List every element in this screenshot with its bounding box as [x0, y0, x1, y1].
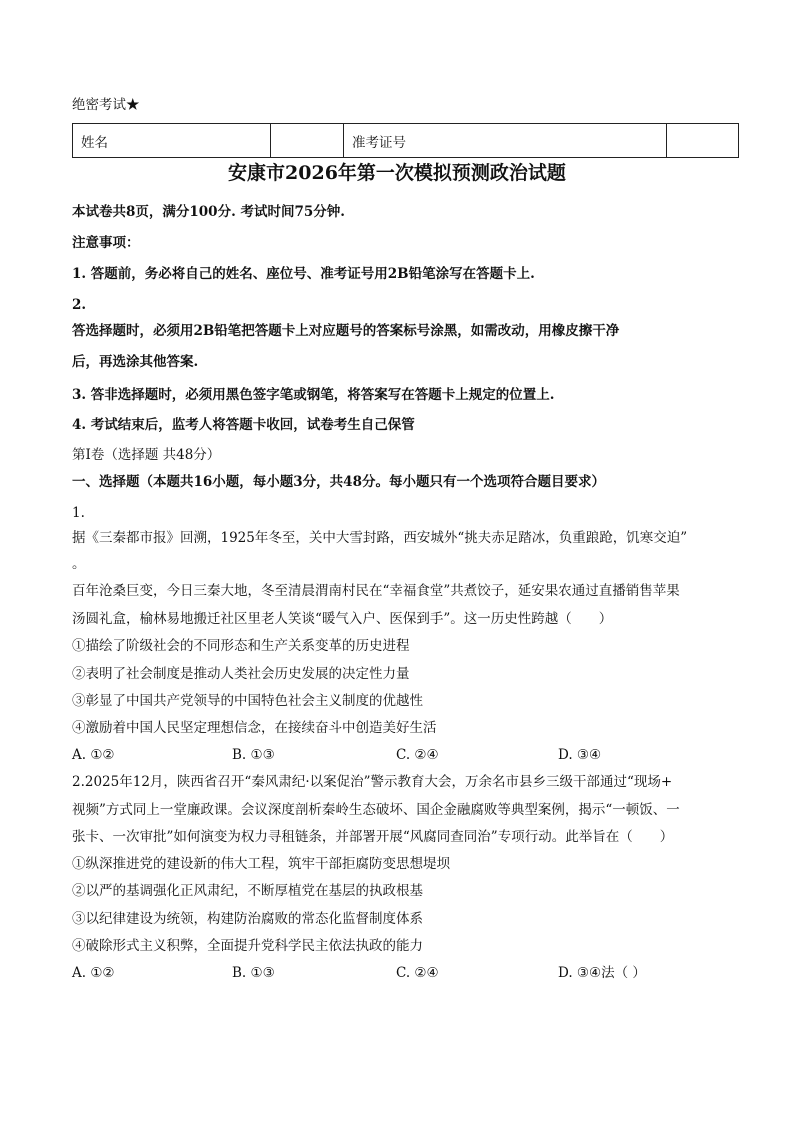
q1-number: 1.	[72, 505, 85, 521]
q2-statement-2: ②以严的基调强化正风肃纪，不断厚植党在基层的执政根基	[72, 883, 423, 899]
q2-option-d[interactable]: D. ③④法（ ）	[558, 965, 646, 981]
note-2-line-1: 答选择题时，必须用2B铅笔把答题卡上对应题号的答案标号涂黑，如需改动，用橡皮擦干净	[72, 323, 620, 339]
q1-statement-2: ②表明了社会制度是推动人类社会历史发展的决定性力量	[72, 666, 410, 682]
candidate-info-table	[72, 123, 739, 158]
confidential-label: 绝密考试★	[72, 97, 140, 113]
q1-statement-3: ③彰显了中国共产党领导的中国特色社会主义制度的优越性	[72, 693, 423, 709]
note-1: 1. 答题前，务必将自己的姓名、座位号、准考证号用2B铅笔涂写在答题卡上.	[72, 266, 535, 282]
q1-stem-line: 据《三秦都市报》回溯，1925年冬至，关中大雪封路，西安城外“挑夫赤足踏冰，负重踉跄，饥寒交迫”	[72, 530, 688, 546]
q1-statement-4: ④激励着中国人民坚定理想信念，在接续奋斗中创造美好生活	[72, 720, 437, 736]
q2-stem-line: 2.2025年12月，陕西省召开“秦风肃纪·以案促治”警示教育大会，万余名市县乡三级干部通过“现场+	[72, 774, 673, 790]
notes-heading: 注意事项：	[72, 235, 140, 251]
exam-title: 安康市2026年第一次模拟预测政治试题	[228, 162, 566, 184]
q1-option-c[interactable]: C. ②④	[396, 747, 439, 763]
q2-stem-line: 张卡、一次审批”如何演变为权力寻租链条，并部署开展“风腐同查同治”专项行动。此举旨在（ ）	[72, 829, 674, 845]
q2-options	[72, 964, 732, 982]
q1-option-b[interactable]: B. ①③	[232, 747, 275, 763]
ticket-number-field[interactable]	[667, 124, 739, 158]
q1-stem-line: 汤圆礼盒，榆林易地搬迁社区里老人笑谈“暖气入户、医保到手”。这一历史性跨越（ ）	[72, 611, 613, 627]
q2-stem-line: 视频”方式同上一堂廉政课。会议深度剖析秦岭生态破坏、国企金融腐败等典型案例，揭示“一顿饭、一	[72, 802, 680, 818]
q1-stem-line: 百年沧桑巨变，今日三秦大地，冬至清晨渭南村民在“幸福食堂”共煮饺子，延安果农通过直播销售苹果	[72, 583, 680, 599]
section-heading: 一、选择题（本题共16小题，每小题3分，共48分。每小题只有一个选项符合题目要求）	[72, 474, 605, 490]
note-2-line-2: 后，再选涂其他答案.	[72, 354, 199, 370]
name-label: 姓名	[73, 124, 271, 158]
q1-options	[72, 746, 732, 764]
q2-statement-3: ③以纪律建设为统领，构建防治腐败的常态化监督制度体系	[72, 911, 423, 927]
q1-option-d[interactable]: D. ③④	[558, 747, 602, 763]
q2-statement-1: ①纵深推进党的建设新的伟大工程，筑牢干部拒腐防变思想堤坝	[72, 856, 450, 872]
q1-stem-line: 。	[72, 556, 86, 572]
note-2-number: 2.	[72, 297, 87, 313]
volume-heading: 第Ⅰ卷（选择题 共48分）	[72, 447, 221, 463]
q1-option-a[interactable]: A. ①②	[72, 747, 115, 763]
note-3: 3. 答非选择题时，必须用黑色签字笔或钢笔，将答案写在答题卡上规定的位置上.	[72, 387, 555, 403]
name-field[interactable]	[271, 124, 344, 158]
q2-statement-4: ④破除形式主义积弊，全面提升党科学民主依法执政的能力	[72, 938, 423, 954]
q2-option-c[interactable]: C. ②④	[396, 965, 439, 981]
q2-option-a[interactable]: A. ①②	[72, 965, 115, 981]
q1-statement-1: ①描绘了阶级社会的不同形态和生产关系变革的历史进程	[72, 638, 410, 654]
q2-option-b[interactable]: B. ①③	[232, 965, 275, 981]
note-4: 4. 考试结束后，监考人将答题卡收回，试卷考生自己保管	[72, 417, 415, 433]
ticket-number-label: 准考证号	[344, 124, 667, 158]
exam-intro: 本试卷共8页，满分100分. 考试时间75分钟.	[72, 204, 345, 220]
